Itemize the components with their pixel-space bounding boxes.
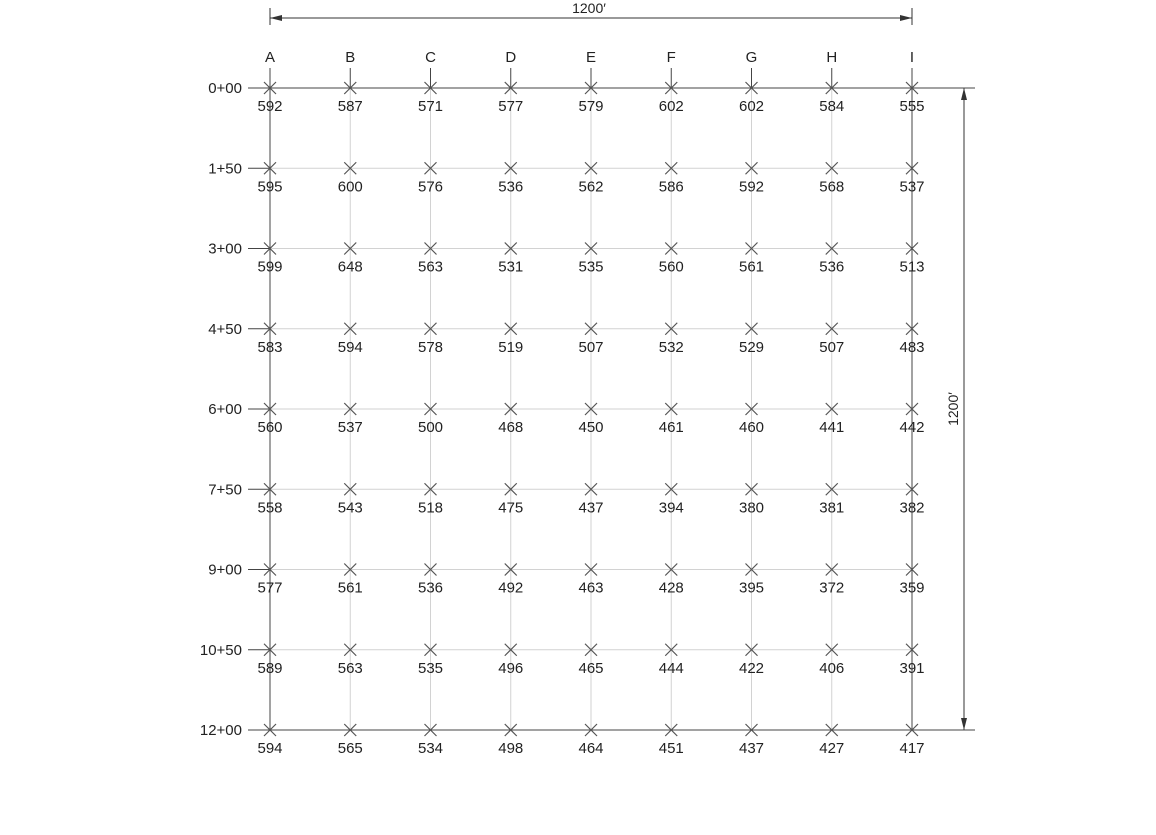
station-label-6: 9+00 xyxy=(208,561,242,579)
station-label-0: 0+00 xyxy=(208,80,242,97)
station-label-3: 4+50 xyxy=(208,320,242,338)
column-label-F: F xyxy=(666,49,676,66)
elevation-value: 451 xyxy=(658,740,684,757)
width-dimension-label: 1200′ xyxy=(572,0,606,16)
elevation-value: 460 xyxy=(738,419,765,436)
station-label-2: 3+00 xyxy=(208,240,242,258)
elevation-value: 594 xyxy=(337,338,363,356)
station-label-4: 6+00 xyxy=(208,401,242,418)
station-label-1: 1+50 xyxy=(208,160,242,178)
station-label-8: 12+00 xyxy=(199,722,242,739)
elevation-value: 475 xyxy=(498,499,524,517)
elevation-value: 406 xyxy=(819,659,845,677)
column-label-A: A xyxy=(264,49,276,66)
elevation-value: 536 xyxy=(417,579,444,597)
grid-lines xyxy=(248,68,975,730)
column-label-B: B xyxy=(345,49,356,66)
elevation-value: 532 xyxy=(658,338,684,356)
station-label-5: 7+50 xyxy=(208,481,242,499)
elevation-value: 427 xyxy=(819,740,845,757)
elevation-value: 529 xyxy=(738,338,765,356)
elevation-value: 535 xyxy=(417,659,444,677)
column-label-E: E xyxy=(585,49,597,66)
elevation-value: 465 xyxy=(578,659,604,677)
elevation-value: 391 xyxy=(899,659,925,677)
column-label-H: H xyxy=(826,49,838,66)
elevation-value: 594 xyxy=(257,740,283,757)
elevation-value: 555 xyxy=(899,98,925,115)
elevation-value: 483 xyxy=(899,338,925,356)
elevation-value: 513 xyxy=(899,258,925,276)
elevation-value: 583 xyxy=(257,338,283,356)
elevation-value: 587 xyxy=(337,98,363,115)
elevation-value: 592 xyxy=(738,178,765,196)
elevation-value: 577 xyxy=(257,579,283,597)
elevation-value: 507 xyxy=(578,338,604,356)
elevation-value: 461 xyxy=(658,419,684,436)
elevation-value: 568 xyxy=(819,178,845,196)
elevation-value: 500 xyxy=(417,419,444,436)
elevation-value: 519 xyxy=(498,338,524,356)
elevation-value: 599 xyxy=(257,258,283,276)
elevation-value: 372 xyxy=(819,579,845,597)
elevation-value: 380 xyxy=(738,499,765,517)
elevation-value: 602 xyxy=(658,98,684,115)
elevation-value: 428 xyxy=(658,579,684,597)
elevation-value: 537 xyxy=(899,178,925,196)
elevation-value: 437 xyxy=(738,740,765,757)
elevation-value: 535 xyxy=(578,258,604,276)
elevation-value: 589 xyxy=(257,659,283,677)
column-label-G: G xyxy=(745,49,758,66)
elevation-value: 464 xyxy=(578,740,604,757)
width-dimension xyxy=(270,0,912,25)
elevation-value: 576 xyxy=(417,178,444,196)
elevation-value: 595 xyxy=(257,178,283,196)
elevation-value: 437 xyxy=(578,499,604,517)
elevation-value: 463 xyxy=(578,579,604,597)
elevation-value: 381 xyxy=(819,499,845,517)
elevation-value: 518 xyxy=(417,499,444,517)
elevation-value: 531 xyxy=(498,258,524,276)
elevation-value: 496 xyxy=(498,659,524,677)
elevation-value: 537 xyxy=(337,419,363,436)
elevation-value: 563 xyxy=(417,258,444,276)
station-labels xyxy=(200,80,242,739)
elevation-value: 395 xyxy=(738,579,765,597)
station-label-7: 10+50 xyxy=(199,641,242,659)
elevation-value: 561 xyxy=(337,579,363,597)
elevation-value: 577 xyxy=(498,98,524,115)
elevation-value: 561 xyxy=(738,258,765,276)
elevation-value: 450 xyxy=(578,419,604,436)
elevation-value: 498 xyxy=(498,740,524,757)
elevation-value: 648 xyxy=(337,258,363,276)
elevation-value: 359 xyxy=(899,579,925,597)
column-label-D: D xyxy=(505,49,517,66)
column-label-C: C xyxy=(425,49,436,66)
elevation-value: 558 xyxy=(257,499,283,517)
column-labels xyxy=(265,49,914,66)
elevation-value: 560 xyxy=(257,419,283,436)
elevation-value: 578 xyxy=(417,338,444,356)
elevation-value: 441 xyxy=(819,419,845,436)
elevation-value: 444 xyxy=(658,659,684,677)
elevation-value: 534 xyxy=(417,740,444,757)
elevation-value: 422 xyxy=(738,659,765,677)
elevation-value: 584 xyxy=(819,98,845,115)
elevation-value: 562 xyxy=(578,178,604,196)
elevation-value: 536 xyxy=(498,178,524,196)
elevation-value: 602 xyxy=(738,98,765,115)
elevation-value: 492 xyxy=(498,579,524,597)
elevation-value: 468 xyxy=(498,419,524,436)
elevation-value: 417 xyxy=(899,740,925,757)
height-dimension-label: 1200′ xyxy=(945,392,961,426)
elevation-value: 442 xyxy=(899,419,925,436)
elevation-value: 586 xyxy=(658,178,684,196)
elevation-value: 600 xyxy=(337,178,363,196)
elevation-value: 382 xyxy=(899,499,925,517)
elevation-value: 563 xyxy=(337,659,363,677)
elevation-value: 507 xyxy=(819,338,845,356)
elevation-value: 592 xyxy=(257,98,283,115)
elevation-value: 394 xyxy=(658,499,684,517)
elevation-value: 565 xyxy=(337,740,363,757)
elevation-value: 543 xyxy=(337,499,363,517)
elevation-value: 536 xyxy=(819,258,845,276)
elevation-value: 571 xyxy=(417,98,444,115)
elevation-value: 560 xyxy=(658,258,684,276)
column-label-I: I xyxy=(909,49,915,66)
elevation-value: 579 xyxy=(578,98,604,115)
